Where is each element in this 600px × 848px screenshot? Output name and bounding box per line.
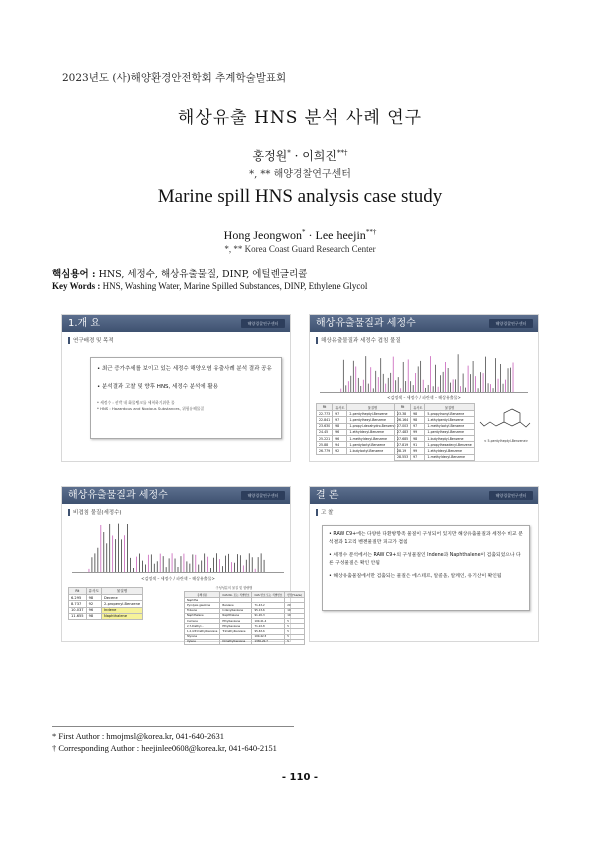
table-cell: 물질명 bbox=[347, 404, 398, 411]
slide-header bbox=[62, 487, 290, 504]
table-cell: 5 bbox=[285, 618, 305, 623]
table-cell: 5-propylnonyl-Benzene bbox=[425, 411, 474, 417]
table-cell: Ethylbenzene bbox=[220, 618, 252, 623]
table-cell: Ethylbenzene bbox=[220, 624, 252, 629]
table-cell: 5 bbox=[285, 639, 305, 644]
table-cell: 25.221 bbox=[317, 435, 333, 441]
slide-title: 1.개 요 bbox=[68, 318, 101, 329]
table-cell: Xylene bbox=[185, 639, 220, 644]
slide-subtitle bbox=[62, 332, 290, 344]
table-cell: 1-ethyldecyl-Benzene bbox=[425, 448, 474, 454]
table-cell: 10.037 bbox=[69, 607, 87, 613]
author-en-1-mark: * bbox=[302, 228, 306, 236]
conclusion-bullet-1: • RAW C9+에는 다양한 다환방향족 물질이 구성되어 있지만 해상유출물질과 세정수 비교 분석결과 1고리 벤젠물질만 피크가 겹침 bbox=[329, 532, 523, 545]
table-cell: 98 bbox=[86, 613, 101, 619]
table-cell: 6.295 bbox=[69, 595, 87, 601]
table-cell: 1330-20-7 bbox=[252, 639, 285, 644]
table-cell: 유사도 bbox=[86, 588, 101, 595]
author-ko-2-mark: **† bbox=[337, 149, 348, 157]
table-cell: 2-propenyl-Benzene bbox=[102, 601, 143, 607]
table-cell: 11.655 bbox=[69, 613, 87, 619]
table-cell: 92 bbox=[86, 601, 101, 607]
table-cell: Naphthalene bbox=[220, 613, 252, 618]
table-cell: 5 bbox=[285, 624, 305, 629]
table-cell: 1-propyl-decahydro-Benzene bbox=[347, 423, 398, 429]
table-cell: 1-pentylhexyl-Benzene bbox=[425, 429, 474, 435]
table-cell: 27.685 bbox=[395, 435, 411, 441]
table-cell: 27.483 bbox=[395, 429, 411, 435]
table-cell: 95-13-6 bbox=[252, 608, 285, 613]
table-cell: 1-butylheptyl-Benzene bbox=[425, 435, 474, 441]
table-cell: 5 bbox=[285, 629, 305, 634]
conference-name: 2023년도 (사)해양환경안전학회 추계학술발표회 bbox=[62, 72, 287, 84]
keywords-ko-label: 핵심용어 : bbox=[52, 269, 96, 280]
table-cell: Indenylbenzene bbox=[220, 608, 252, 613]
table-cell: 27.819 bbox=[395, 442, 411, 448]
slide-subtitle bbox=[310, 504, 538, 516]
table-cell: 1-methyloctyl-Benzene bbox=[425, 423, 474, 429]
table-cell: Decene bbox=[102, 595, 143, 601]
affiliation-en: *, ** Korea Coast Guard Research Center bbox=[224, 244, 376, 254]
keywords-ko-text: HNS, 세정수, 해상유출물질, DINP, 에틸렌글리콜 bbox=[98, 269, 308, 280]
table-row bbox=[395, 454, 475, 460]
overview-note-2: * HNS : Hazardous and Noxious Substances, 위험유해물질 bbox=[97, 406, 205, 411]
table-cell: 97 bbox=[333, 411, 347, 417]
slide-header bbox=[310, 487, 538, 504]
table-cell: 98 bbox=[86, 595, 101, 601]
table-cell: 97 bbox=[411, 454, 425, 460]
authors-en bbox=[0, 228, 600, 243]
table-row bbox=[185, 639, 305, 644]
conclusion-box bbox=[322, 525, 530, 611]
paper-title-en: Marine spill HNS analysis case study bbox=[157, 186, 443, 207]
slide-title: 해상유출물질과 세정수 bbox=[316, 318, 416, 329]
overview-bullet-2: • 분석결과 고찰 및 향후 HNS, 세정수 분석에 활용 bbox=[97, 384, 219, 390]
chromatogram-overlap bbox=[320, 349, 528, 393]
slide-conclusion bbox=[309, 486, 539, 642]
table-cell: 98 bbox=[411, 417, 425, 423]
table-cell: 99 bbox=[411, 429, 425, 435]
chromatogram-caption: <검정색 – 세정수 / 파란색 – 해상유출물> bbox=[387, 395, 461, 400]
slide-subtitle bbox=[310, 332, 538, 344]
table-cell: 96 bbox=[86, 607, 101, 613]
slide-subtitle-text: 해상유출물질과 세정수 겹침 물질 bbox=[321, 338, 401, 344]
overlap-table-right bbox=[394, 403, 475, 461]
slide-subtitle bbox=[62, 504, 290, 516]
table-cell: 91-20-3 bbox=[252, 613, 285, 618]
table-cell: 2-pentylheptyl-Benzene bbox=[347, 411, 398, 417]
table-cell: Indene bbox=[102, 607, 143, 613]
slide-logo: 해양경찰연구센터 bbox=[241, 319, 285, 328]
table-cell: 92 bbox=[333, 448, 347, 454]
table-cell: 함량(%w/w) bbox=[285, 592, 305, 598]
overview-box bbox=[90, 357, 282, 439]
keywords-en-text: HNS, Washing Water, Marine Spilled Substances, DINP, Ethylene Glycol bbox=[102, 281, 368, 291]
table-row bbox=[317, 448, 398, 454]
table-cell: 100-42-5 bbox=[252, 634, 285, 639]
table-cell: Naphtha bbox=[185, 598, 220, 603]
table-cell: 1,2,4-Trimethylbenzene bbox=[185, 629, 220, 634]
slide-logo: 해양경찰연구센터 bbox=[489, 491, 533, 500]
table-cell: Naphthalene bbox=[102, 613, 143, 619]
table-cell: 26.164 bbox=[395, 417, 411, 423]
table-cell: 99 bbox=[411, 448, 425, 454]
conclusion-bullet-3: • 해상유출물질에서만 검출되는 물질은 에스테르, 알콜올, 알케인, 유기산이 확인됨 bbox=[329, 574, 502, 579]
table-cell: 10 bbox=[285, 613, 305, 618]
paper-title-ko: 해상유출 HNS 분석 사례 연구 bbox=[177, 108, 423, 128]
table-cell: Pyrolysis gasoline bbox=[185, 603, 220, 608]
table-cell: Styrene bbox=[185, 634, 220, 639]
table-cell: 95-63-6 bbox=[252, 629, 285, 634]
table-cell: CAS No. 또는 식별번호 bbox=[220, 592, 252, 598]
overview-bullet-1: • 최근 증가추세를 보이고 있는 세정수 해양오염 유출사례 분석 결과 공유 bbox=[97, 366, 272, 372]
chromatogram-caption: <검정색 – 세정수 / 파란색 – 해상유출물> bbox=[141, 576, 215, 581]
table-cell: 1-methyldecyl-Benzene bbox=[425, 454, 474, 460]
composition-table bbox=[184, 591, 305, 645]
author-en-2: · Lee heejin bbox=[305, 228, 366, 242]
table-header-row bbox=[69, 588, 143, 595]
table-cell: 1-ethyldecyl-Benzene bbox=[347, 429, 398, 435]
table-cell: CAS 번호 또는 식별번호 bbox=[252, 592, 285, 598]
table-cell: 22.841 bbox=[317, 417, 333, 423]
slide-subtitle-text: 고 찰 bbox=[321, 510, 334, 516]
chromatogram-washing-water bbox=[72, 521, 284, 573]
table-cell: Benzene bbox=[220, 603, 252, 608]
conclusion-bullet-2: • 세정수 분석에서는 RAW C9+의 구성물질인 Indene과 Naphthalene이 검출되었으나 다른 구성물질은 확인 안됨 bbox=[329, 553, 521, 566]
slide-title: 해상유출물질과 세정수 bbox=[68, 490, 168, 501]
table-cell: 8.737 bbox=[69, 601, 87, 607]
non-overlap-table bbox=[68, 587, 143, 620]
footnote-first-author: * First Author : hmojmsl@korea.kr, 041-640-2631 bbox=[52, 731, 225, 741]
authors-ko bbox=[0, 147, 600, 164]
table-cell: 2,7-Diethyl... bbox=[185, 624, 220, 629]
footnote-divider bbox=[52, 726, 294, 727]
author-ko-1: 홍정원 bbox=[252, 149, 288, 163]
table-cell: Toluene bbox=[185, 608, 220, 613]
table-header-row bbox=[317, 404, 398, 411]
table-cell: 91 bbox=[411, 442, 425, 448]
author-ko-sep: · bbox=[290, 149, 303, 163]
table-cell: 28.19 bbox=[395, 448, 411, 454]
author-en-2-mark: **† bbox=[365, 228, 377, 236]
slide-overview bbox=[61, 314, 291, 462]
keywords-en bbox=[52, 281, 367, 291]
table-cell: 26.779 bbox=[317, 448, 333, 454]
slide-non-overlap-substances bbox=[61, 486, 302, 644]
table-cell: 22.773 bbox=[317, 411, 333, 417]
slide-header bbox=[310, 315, 538, 332]
table-cell: 유사도 bbox=[333, 404, 347, 411]
overlap-table-left bbox=[316, 403, 398, 455]
table-header-row bbox=[395, 404, 475, 411]
table-cell: 유사도 bbox=[411, 404, 425, 411]
slide-logo: 해양경찰연구센터 bbox=[489, 319, 533, 328]
table-cell: Trimethylbenzene bbox=[220, 629, 252, 634]
table-cell: 물질명 bbox=[102, 588, 143, 595]
slide-header bbox=[62, 315, 290, 332]
slide-logo: 해양경찰연구센터 bbox=[241, 491, 285, 500]
molecule-caption: < 5-pentylheptyl-Benzene> bbox=[483, 439, 529, 443]
author-ko-1-mark: * bbox=[287, 149, 291, 157]
composition-table-title: 구성성분의 물질 및 함량범 bbox=[215, 586, 253, 590]
table-cell: 28.553 bbox=[395, 454, 411, 460]
table-cell: 물질명 bbox=[425, 404, 474, 411]
table-cell: 1-methyldecyl-Benzene bbox=[347, 435, 398, 441]
table-cell: 1-propylhexadecyl-Benzene bbox=[425, 442, 474, 448]
table-cell: Cumene bbox=[185, 618, 220, 623]
table-cell: 71-43-2 bbox=[252, 603, 285, 608]
keywords-ko bbox=[52, 266, 307, 280]
slide-overlap-substances bbox=[309, 314, 539, 462]
table-cell: 23.38 bbox=[395, 411, 411, 417]
table-cell: Dimethylbenzene bbox=[220, 639, 252, 644]
table-cell: 24.45 bbox=[317, 429, 333, 435]
affiliation-ko: *, ** 해양경찰연구센터 bbox=[249, 169, 351, 180]
table-cell: 20 bbox=[285, 603, 305, 608]
author-en-1: Hong Jeongwon bbox=[223, 228, 302, 242]
table-cell: 71-22-8 bbox=[252, 624, 285, 629]
table-cell: 98 bbox=[411, 411, 425, 417]
table-cell: 96 bbox=[333, 435, 347, 441]
slide-subtitle-text: 비겹침 물질(세정수) bbox=[73, 510, 122, 516]
table-cell: 1-pentyloctyl-Benzene bbox=[347, 442, 398, 448]
table-cell: Rt bbox=[317, 404, 333, 411]
table-cell: 98 bbox=[411, 435, 425, 441]
author-ko-2: 이희진 bbox=[302, 149, 337, 163]
table-cell: 1-pentylhexyl-Benzene bbox=[347, 417, 398, 423]
overview-note-1: * 세정수 : 선박 내 화물탱크를 세척하기위한 물 bbox=[97, 400, 175, 405]
slide-subtitle-text: 연구배경 및 목적 bbox=[73, 338, 114, 344]
table-cell: 96 bbox=[333, 429, 347, 435]
table-cell: 10 bbox=[285, 608, 305, 613]
table-cell: 23.630 bbox=[317, 423, 333, 429]
table-cell: 25.88 bbox=[317, 442, 333, 448]
table-cell: 1-ethylpentyl-Benzene bbox=[425, 417, 474, 423]
page-number: - 110 - bbox=[281, 772, 319, 783]
table-cell: Naphthalene bbox=[185, 613, 220, 618]
table-cell: 1-butyloctyl-Benzene bbox=[347, 448, 398, 454]
table-cell: 97 bbox=[333, 417, 347, 423]
table-cell: 5 bbox=[285, 634, 305, 639]
table-cell: 97 bbox=[411, 423, 425, 429]
table-cell: Rt bbox=[395, 404, 411, 411]
slide-title: 결 론 bbox=[316, 490, 339, 501]
table-cell: 27.003 bbox=[395, 423, 411, 429]
keywords-en-label: Key Words : bbox=[52, 281, 101, 291]
table-cell: 94 bbox=[333, 442, 347, 448]
table-cell: 98 bbox=[333, 423, 347, 429]
table-cell: 유해성분 bbox=[185, 592, 220, 598]
footnote-corresponding-author: † Corresponding Author : heejinlee0608@korea.kr, 041-640-2151 bbox=[52, 743, 277, 753]
table-row bbox=[69, 613, 143, 619]
table-cell: 100-41-4 bbox=[252, 618, 285, 623]
table-cell: Rt bbox=[69, 588, 87, 595]
